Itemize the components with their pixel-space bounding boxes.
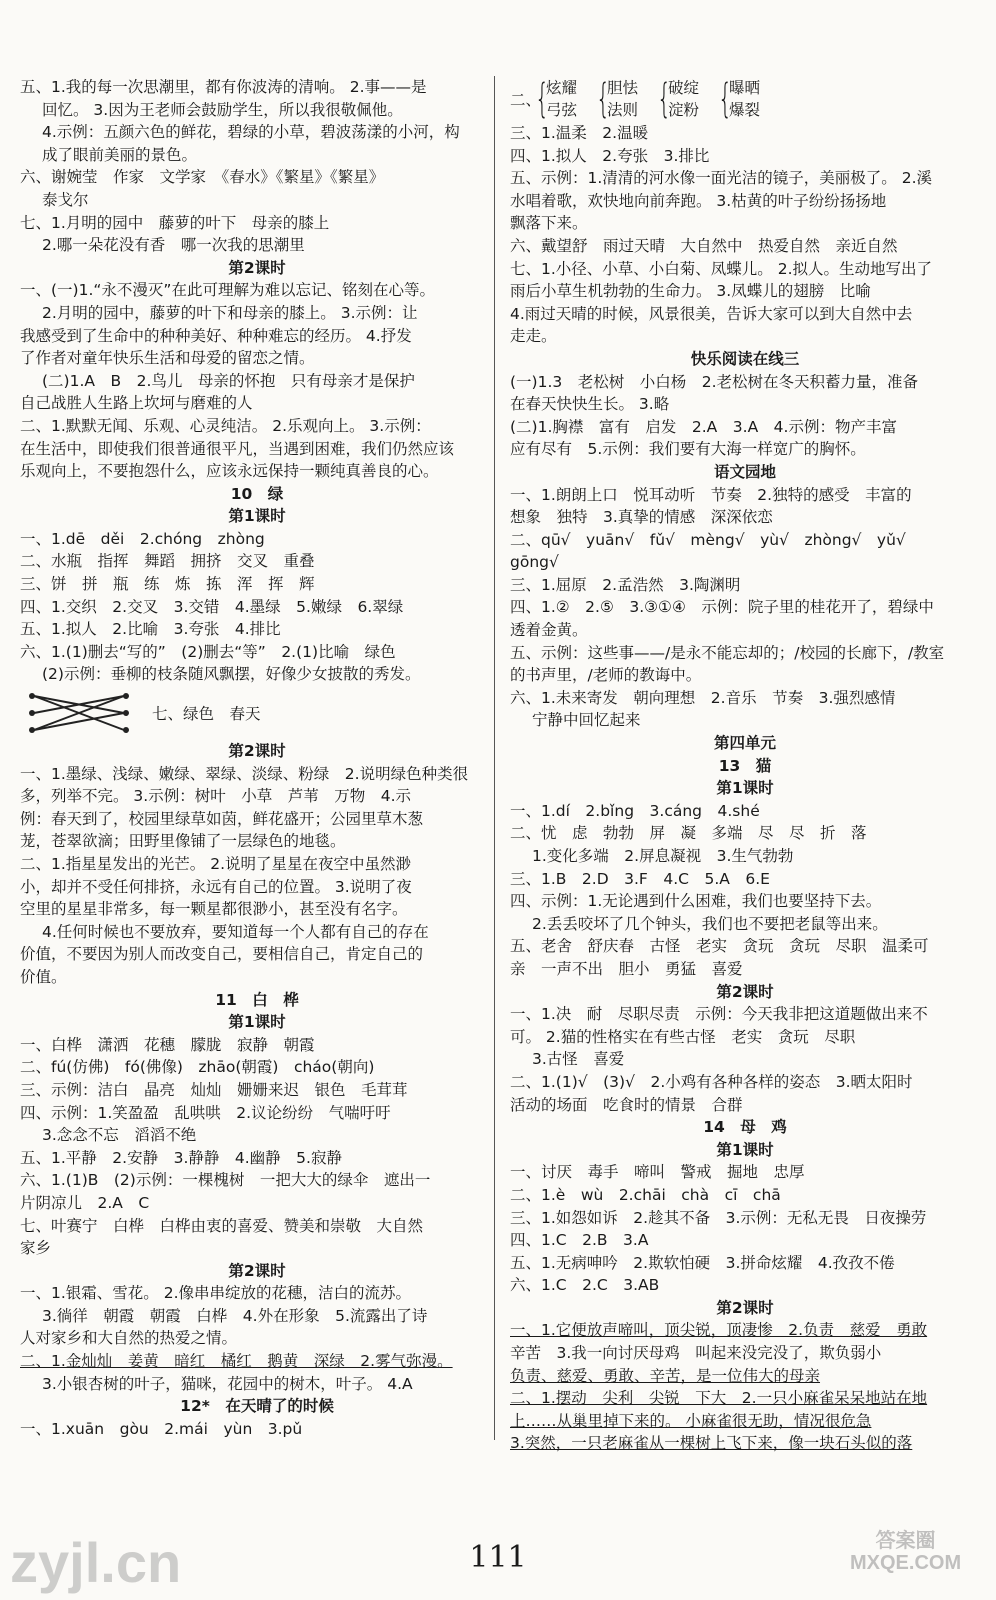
text-line: 一、1.墨绿、浅绿、嫩绿、翠绿、淡绿、粉绿 2.说明绿色种类很 xyxy=(20,764,469,783)
left-brace-icon: { xyxy=(718,76,733,122)
watermark-logo: zyjl.cn xyxy=(10,1531,182,1594)
text-line: 一、1.决 耐 尽职尽责 示例：今天我非把这道题做出来不 xyxy=(510,1005,928,1024)
left-brace-icon: { xyxy=(535,76,550,122)
text-line: 1.变化多端 2.屏息凝视 3.生气勃勃 xyxy=(532,847,794,865)
text-line: 3.古怪 喜爱 xyxy=(532,1050,625,1069)
matching-diagram xyxy=(20,686,494,740)
text-line: 价值，不要因为别人而改变自己，要相信自己，肯定自己的 xyxy=(20,945,424,964)
text-line: 上……从巢里掉下来的。 小麻雀很无助，情况很危急 xyxy=(510,1411,872,1430)
text-line: 透着金黄。 xyxy=(510,621,588,640)
text-line: 3.小银杏树的叶子，猫咪，花园中的树木，叶子。 4.A xyxy=(42,1374,413,1393)
text-line: 二、1.默默无闻、乐观、心灵纯洁。 2.乐观向上。 3.示例： xyxy=(20,416,431,435)
word: 胆怯 xyxy=(607,79,639,97)
lesson-title: 14 母 鸡 xyxy=(703,1118,787,1137)
text-line: 四、1.② 2.⑤ 3.③①④ 示例：院子里的桂花开了，碧绿中 xyxy=(510,598,934,617)
text-line: 在春天快快生长。 3.略 xyxy=(510,395,670,414)
section-heading: 快乐阅读在线三 xyxy=(690,349,800,368)
text-line: 二、1.(1)√ (3)√ 2.小鸡有各种各样的姿态 3.晒太阳时 xyxy=(510,1072,913,1091)
word-pair xyxy=(668,77,699,121)
section-heading: 第2课时 xyxy=(228,258,286,277)
text-line: 六、1.(1)B (2)示例：一棵槐树 一把大大的绿伞 遮出一 xyxy=(20,1171,431,1190)
text-line: 自己战胜人生路上坎坷与磨难的人 xyxy=(20,394,253,413)
lesson-title: 10 绿 xyxy=(230,484,284,503)
text-line: 3.徜徉 朝霞 朝霞 白桦 4.外在形象 5.流露出了诗 xyxy=(42,1306,428,1325)
section-heading: 第1课时 xyxy=(716,779,774,798)
text-line: 六、戴望舒 雨过天晴 大自然中 热爱自然 亲近自然 xyxy=(510,236,898,255)
text-line: 五、1.拟人 2.比喻 3.夸张 4.排比 xyxy=(20,620,281,639)
section-heading: 语文园地 xyxy=(713,462,776,481)
text-line: 四、示例：1.无论遇到什么困难，我们也要坚持下去。 xyxy=(510,892,882,911)
text-line: 五、示例：这些事——/是永不能忘却的；/校园的长廊下，/教室 xyxy=(510,643,945,662)
text-line: 茏，苍翠欲滴；田野里像铺了一层绿色的地毯。 xyxy=(20,832,346,851)
section-heading: 第2课时 xyxy=(716,982,774,1001)
left-brace-icon: { xyxy=(657,76,672,122)
text-line: 2.丢丢咬坏了几个钟头，我们也不要把老鼠等出来。 xyxy=(532,914,888,933)
text-line: 二、1.指星星发出的光芒。 2.说明了星星在夜空中虽然渺 xyxy=(20,855,412,873)
text-line: 三、1.如怨如诉 2.趁其不备 3.示例：无私无畏 日夜操劳 xyxy=(510,1208,927,1227)
text-line: gōng√ xyxy=(510,553,559,572)
text-line: 三、饼 拼 瓶 练 炼 拣 浑 挥 辉 xyxy=(20,575,315,594)
text-line: 4.示例：五颜六色的鲜花，碧绿的小草，碧波荡漾的小河，构 xyxy=(42,123,460,142)
text-line: 家乡 xyxy=(20,1239,52,1258)
text-line: 一、1.dí 2.bǐng 3.cáng 4.shé xyxy=(510,801,760,820)
text-line: 五、1.平静 2.安静 3.静静 4.幽静 5.寂静 xyxy=(20,1148,342,1167)
text-line: 二、1.摆动 尖利 尖锐 下大 2.一只小麻雀呆呆地站在地 xyxy=(510,1389,928,1408)
text-line: 亲 一声不出 胆小 勇猛 喜爱 xyxy=(510,959,743,978)
word: 淀粉 xyxy=(668,101,700,119)
section-heading: 第2课时 xyxy=(716,1298,774,1317)
text-line: 人对家乡和大自然的热爱之情。 xyxy=(20,1329,238,1348)
watermark-logo xyxy=(850,1530,961,1574)
text-line: 想象 独特 3.真挚的情感 深深依恋 xyxy=(510,508,773,527)
text-line: 二、qū√ yuān√ fǔ√ mèng√ yù√ zhòng√ yǔ√ xyxy=(510,530,906,549)
text-line: 小，却并不受任何排挤，永远有自己的位置。 3.说明了夜 xyxy=(20,877,412,896)
text-line: 2.月明的园中，藤萝的叶下和母亲的膝上。 3.示例：让 xyxy=(42,303,418,322)
word: 爆裂 xyxy=(729,101,761,119)
text-line: 六、1.(1)删去“写的” (2)删去“等” 2.(1)比喻 绿色 xyxy=(20,642,396,661)
text-line: 二、忧 虑 勃勃 屏 凝 多端 尽 尽 折 落 xyxy=(510,824,867,843)
text-line: 四、1.拟人 2.夸张 3.排比 xyxy=(510,146,710,165)
text-line: 七、绿色 春天 xyxy=(152,705,261,724)
text-line: 泰戈尔 xyxy=(42,190,89,209)
text-line: 我感受到了生命中的种种美好、种种难忘的经历。 4.抒发 xyxy=(20,326,412,345)
unit-heading: 第四单元 xyxy=(713,734,776,753)
text-line: 雨后小草生机勃勃的生命力。 3.凤蝶儿的翅膀 比喻 xyxy=(510,282,871,301)
section-heading: 第1课时 xyxy=(228,507,286,526)
text-line: 价值。 xyxy=(20,967,67,986)
text-line: 七、叶赛宁 白桦 白桦由衷的喜爱、赞美和崇敬 大自然 xyxy=(20,1216,424,1235)
text-line: 一、1.dē děi 2.chóng zhòng xyxy=(20,529,265,548)
text-line: 飘落下来。 xyxy=(510,214,588,233)
text-line: 七、1.月明的园中 藤萝的叶下 母亲的膝上 xyxy=(20,213,330,232)
text-line: 三、1.温柔 2.温暖 xyxy=(510,124,649,142)
text-line: 例：春天到了，校园里绿草如茵，鲜花盛开；公园里草木葱 xyxy=(20,809,424,828)
word-pair xyxy=(729,77,760,121)
text-line: 二、fú(仿佛) fó(佛像) zhāo(朝霞) cháo(朝向) xyxy=(20,1058,375,1077)
word-group-row xyxy=(510,76,980,122)
text-line: 应有尽有 5.示例：我们要有大海一样宽广的胸怀。 xyxy=(510,440,866,459)
section-heading: 第2课时 xyxy=(228,742,286,761)
text-line: 二、1.è wù 2.chāi chà cī chā xyxy=(510,1185,781,1204)
text-line: 宁静中回忆起来 xyxy=(532,711,641,730)
left-brace-icon: { xyxy=(596,76,611,122)
text-line: 六、谢婉莹 作家 文学家 《春水》《繁星》《繁星》 xyxy=(20,168,385,187)
text-line: 六、1.C 2.C 3.AB xyxy=(510,1276,660,1295)
text-line: 乐观向上，不要抱怨什么，应该永远保持一颗纯真善良的心。 xyxy=(20,462,439,481)
text-line: 回忆。 3.因为王老师会鼓励学生，所以我很敬佩他。 xyxy=(42,100,403,119)
text-line: 走走。 xyxy=(510,327,557,346)
page-number: 111 xyxy=(469,1540,527,1575)
section-heading: 第1课时 xyxy=(228,1013,286,1032)
text-line: 多，列举不完。 3.示例：树叶 小草 芦苇 万物 4.示 xyxy=(20,787,412,806)
text-line: 五、1.我的每一次思潮里，都有你波涛的清响。 2.事——是 xyxy=(20,78,427,96)
text-line: 空里的星星非常多，每一颗星都很渺小，甚至没有名字。 xyxy=(20,900,408,919)
text-line: 在生活中，即使我们很普通很平凡，当遇到困难，我们仍然应该 xyxy=(20,439,455,458)
text-line: (二)1.A B 2.鸟儿 母亲的怀抱 只有母亲才是保护 xyxy=(42,371,415,390)
text-line: (2)示例：垂柳的枝条随风飘摆，好像少女披散的秀发。 xyxy=(42,665,421,684)
text-line: 3.突然，一只老麻雀从一棵树上飞下来，像一块石头似的落 xyxy=(510,1434,913,1453)
text-line: 负责、慈爱、勇敢、辛苦，是一位伟大的母亲 xyxy=(510,1366,821,1385)
word-pair xyxy=(546,77,577,121)
watermark-text: 答案圈 xyxy=(875,1530,936,1552)
text-line: 四、示例：1.笑盈盈 乱哄哄 2.议论纷纷 气喘吁吁 xyxy=(20,1103,391,1122)
section-heading: 第2课时 xyxy=(228,1261,286,1280)
text-line: 成了眼前美丽的景色。 xyxy=(42,145,198,164)
text-line: 二、1.金灿灿 姜黄 暗红 橘红 鹅黄 深绿 2.雾气弥漫。 xyxy=(20,1352,453,1371)
item-label: 二、 xyxy=(510,91,542,109)
text-line: 4.任何时候也不要放弃，要知道每一个人都有自己的存在 xyxy=(42,922,429,941)
matching-lines-icon xyxy=(24,688,134,738)
text-line: 了作者对童年快乐生活和母爱的留恋之情。 xyxy=(20,349,315,368)
text-line: 五、示例：1.清清的河水像一面光洁的镜子，美丽极了。 2.溪 xyxy=(510,169,933,188)
text-line: 四、1.交织 2.交叉 3.交错 4.墨绿 5.嫩绿 6.翠绿 xyxy=(20,597,404,616)
lesson-title: 13 猫 xyxy=(718,756,772,775)
text-line: 4.雨过天晴的时候，风景很美，告诉大家可以到大自然中去 xyxy=(510,304,913,323)
text-line: 片阴凉儿 2.A C xyxy=(20,1193,150,1212)
text-line: 一、1.它便放声啼叫，顶尖锐，顶凄惨 2.负责 慈爱 勇敢 xyxy=(510,1321,928,1340)
text-line: 一、(一)1.“永不漫灭”在此可理解为难以忘记、铭刻在心等。 xyxy=(20,281,435,300)
text-line: (一)1.3 老松树 小白杨 2.老松树在冬天积蓄力量，准备 xyxy=(510,372,919,391)
lesson-title: 12* 在天晴了的时候 xyxy=(180,1397,334,1416)
text-line: 四、1.C 2.B 3.A xyxy=(510,1231,649,1250)
word: 法则 xyxy=(607,101,639,119)
word: 破绽 xyxy=(668,79,700,97)
lesson-title: 11 白 桦 xyxy=(215,990,299,1009)
text-line: 二、水瓶 指挥 舞蹈 拥挤 交叉 重叠 xyxy=(20,552,315,571)
text-line: 一、1.朗朗上口 悦耳动听 节奏 2.独特的感受 丰富的 xyxy=(510,485,912,504)
text-line: 一、讨厌 毒手 啼叫 警戒 掘地 忠厚 xyxy=(510,1163,805,1182)
right-column xyxy=(510,76,980,1455)
text-line: 五、1.无病呻吟 2.欺软怕硬 3.拼命炫耀 4.孜孜不倦 xyxy=(510,1253,895,1272)
text-line: 的书声里，/老师的教诲中。 xyxy=(510,666,702,685)
text-line: 五、老舍 舒庆春 古怪 老实 贪玩 贪玩 尽职 温柔可 xyxy=(510,937,929,956)
text-line: 七、1.小径、小草、小白菊、凤蝶儿。 2.拟人。生动地写出了 xyxy=(510,259,933,278)
text-line: 辛苦 3.我一向讨厌母鸡 叫起来没完没了，欺负弱小 xyxy=(510,1344,882,1363)
text-line: 三、1.屈原 2.孟浩然 3.陶渊明 xyxy=(510,575,741,594)
word: 炫耀 xyxy=(546,79,578,97)
word: 曝晒 xyxy=(729,79,761,97)
text-line: 3.念念不忘 滔滔不绝 xyxy=(42,1126,197,1145)
text-line: 一、1.银霜、雪花。 2.像串串绽放的花穗，洁白的流苏。 xyxy=(20,1284,412,1303)
word: 弓弦 xyxy=(546,101,578,119)
text-line: 2.哪一朵花没有香 哪一次我的思潮里 xyxy=(42,236,305,255)
text-line: (二)1.胸襟 富有 启发 2.A 3.A 4.示例：物产丰富 xyxy=(510,417,897,436)
text-line: 水唱着歌，欢快地向前奔跑。 3.枯黄的叶子纷纷扬扬地 xyxy=(510,191,887,210)
text-line: 六、1.未来寄发 朝向理想 2.音乐 节奏 3.强烈感情 xyxy=(510,688,896,707)
section-heading: 第1课时 xyxy=(716,1140,774,1159)
text-line: 三、示例：洁白 晶亮 灿灿 姗姗来迟 银色 毛茸茸 xyxy=(20,1080,408,1099)
watermark-text: MXQE.COM xyxy=(850,1552,962,1574)
left-column xyxy=(20,76,495,1440)
text-line: 一、1.xuān gòu 2.mái yùn 3.pǔ xyxy=(20,1419,303,1438)
text-line: 可。 2.猫的性格实在有些古怪 老实 贪玩 尽职 xyxy=(510,1027,856,1046)
text-line: 活动的场面 吃食时的情景 合群 xyxy=(510,1095,743,1114)
text-line: 三、1.B 2.D 3.F 4.C 5.A 6.E xyxy=(510,869,770,888)
word-pair xyxy=(607,77,638,121)
text-line: 一、白桦 潇洒 花穗 朦胧 寂静 朝霞 xyxy=(20,1035,315,1054)
